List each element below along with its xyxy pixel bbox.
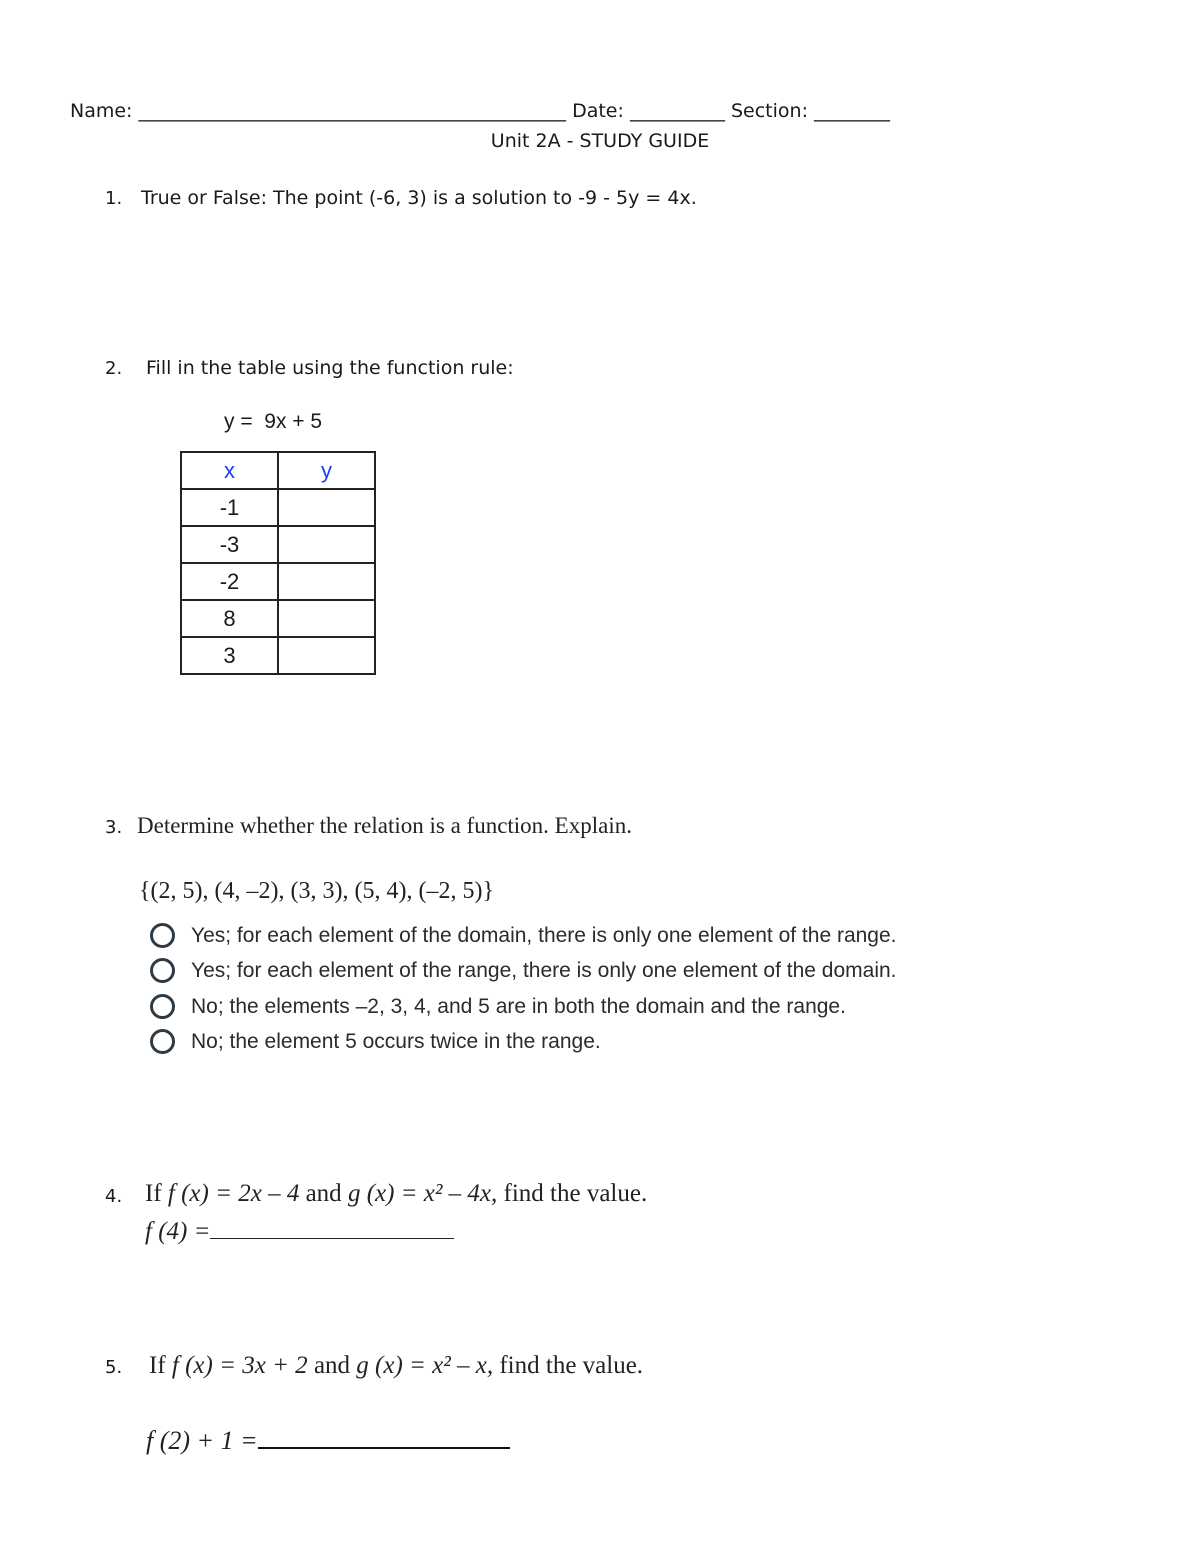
q4-number: 4. — [105, 1186, 123, 1207]
q5-f-definition: f (x) = 3x + 2 — [171, 1352, 308, 1379]
table-header-x: x — [181, 452, 278, 489]
q5-answer-blank[interactable] — [258, 1423, 510, 1449]
q4-answer-line — [145, 1216, 454, 1246]
function-table — [180, 451, 376, 675]
table-row — [181, 600, 375, 637]
table-cell-y[interactable] — [278, 489, 375, 526]
table-cell-x: -2 — [181, 563, 278, 600]
q3-text: Determine whether the relation is a function. Explain. — [137, 813, 632, 838]
radio-icon[interactable] — [150, 1029, 175, 1054]
table-cell-x: 3 — [181, 637, 278, 674]
relation-set: {(2, 5), (4, –2), (3, 3), (5, 4), (–2, 5)} — [139, 878, 494, 904]
section-label: Section: — [730, 100, 808, 122]
table-row — [181, 526, 375, 563]
q4-f-definition: f (x) = 2x – 4 — [167, 1180, 300, 1207]
q5-tail: find the value. — [499, 1352, 644, 1379]
table-header-row — [181, 452, 375, 489]
table-cell-x: -1 — [181, 489, 278, 526]
q4-if: If — [145, 1180, 162, 1207]
q5-if: If — [149, 1352, 166, 1379]
page-title: Unit 2A - STUDY GUIDE — [490, 130, 710, 152]
q4-g-definition: g (x) = x² – 4x, — [347, 1180, 498, 1207]
section-blank[interactable]: ________ — [814, 100, 891, 122]
q5-and: and — [313, 1352, 351, 1379]
q5-ask: f (2) + 1 = — [146, 1426, 258, 1455]
q5-statement — [149, 1352, 643, 1380]
q1-number: 1. — [105, 188, 123, 209]
q4-answer-blank[interactable] — [210, 1216, 454, 1239]
header-line — [70, 100, 890, 122]
q4-ask: f (4) = — [145, 1218, 211, 1245]
table-cell-y[interactable] — [278, 637, 375, 674]
q1-text: True or False: The point (-6, 3) is a solution to -9 - 5y = 4x. — [141, 187, 697, 209]
q4-statement — [145, 1180, 647, 1208]
choice-option[interactable] — [150, 1029, 601, 1054]
radio-icon[interactable] — [150, 958, 175, 983]
table-cell-y[interactable] — [278, 563, 375, 600]
choice-option[interactable] — [150, 994, 846, 1019]
table-cell-y[interactable] — [278, 600, 375, 637]
date-blank[interactable]: __________ — [629, 100, 725, 122]
table-header-y: y — [278, 452, 375, 489]
choice-option[interactable] — [150, 923, 897, 948]
date-label: Date: — [572, 100, 624, 122]
choice-label: No; the element 5 occurs twice in the range. — [191, 1029, 601, 1053]
table-row — [181, 563, 375, 600]
q2-text: Fill in the table using the function rule: — [146, 357, 514, 379]
q4-tail: find the value. — [503, 1180, 648, 1207]
choice-option[interactable] — [150, 958, 897, 983]
radio-icon[interactable] — [150, 994, 175, 1019]
choice-label: Yes; for each element of the domain, there is only one element of the range. — [191, 923, 897, 947]
function-rule: y = 9x + 5 — [224, 410, 323, 433]
q5-number: 5. — [105, 1357, 123, 1378]
table-row — [181, 489, 375, 526]
choice-label: Yes; for each element of the range, there is only one element of the domain. — [191, 958, 897, 982]
table-cell-x: 8 — [181, 600, 278, 637]
q4-and: and — [305, 1180, 342, 1207]
q5-answer-line — [146, 1423, 510, 1456]
choice-label: No; the elements –2, 3, 4, and 5 are in both the domain and the range. — [191, 994, 846, 1018]
q2-number: 2. — [105, 358, 123, 379]
table-cell-y[interactable] — [278, 526, 375, 563]
q5-g-definition: g (x) = x² – x, — [356, 1352, 494, 1379]
q3-number: 3. — [105, 817, 123, 838]
radio-icon[interactable] — [150, 923, 175, 948]
name-label: Name: — [70, 100, 133, 122]
table-row — [181, 637, 375, 674]
name-blank[interactable]: _____________________________________________ — [138, 100, 567, 122]
table-cell-x: -3 — [181, 526, 278, 563]
